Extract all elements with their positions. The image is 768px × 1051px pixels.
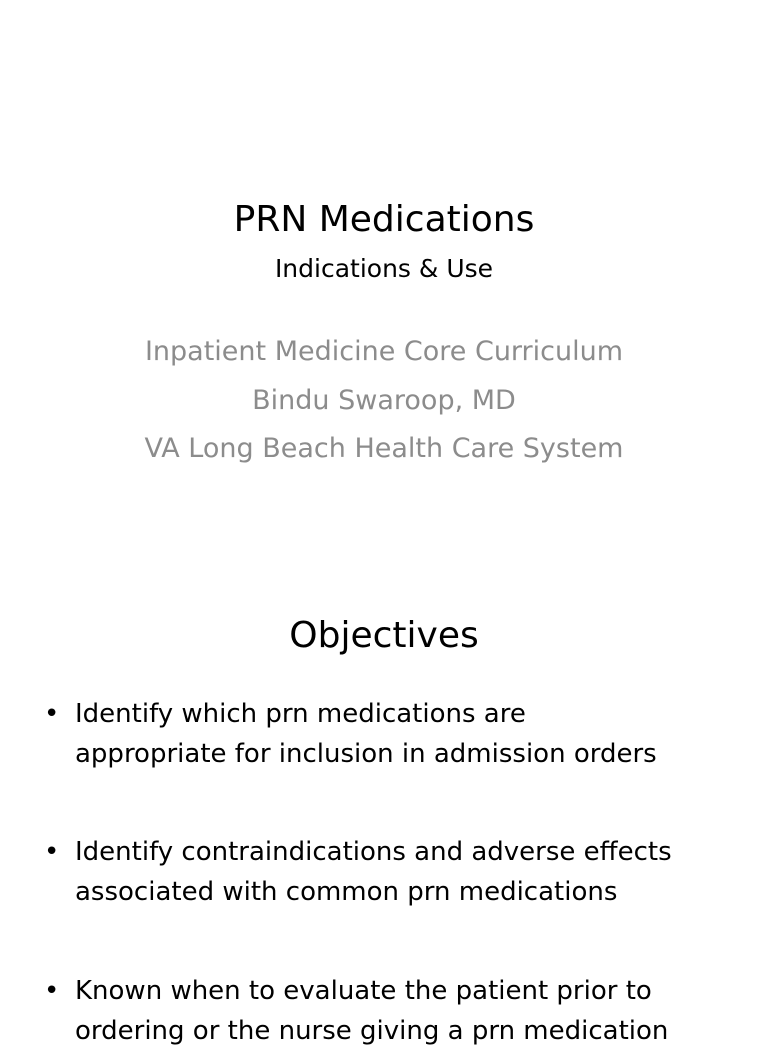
objective-text: [75, 971, 745, 1051]
objective-line: ordering or the nurse giving a prn medication: [75, 1016, 669, 1046]
author-name: Bindu Swaroop, MD: [252, 385, 516, 416]
objective-text: [75, 832, 745, 912]
objective-line: associated with common prn medications: [75, 877, 618, 907]
bullet-icon: •: [44, 837, 60, 867]
slide-subtitle: Indications & Use: [274, 254, 494, 283]
objective-line: Known when to evaluate the patient prior to: [75, 976, 652, 1006]
institution-name: VA Long Beach Health Care System: [144, 433, 624, 464]
objective-line: appropriate for inclusion in admission orders: [75, 739, 657, 769]
objectives-slide: [0, 576, 768, 1046]
bullet-icon: •: [44, 699, 60, 729]
objective-line: Identify which prn medications are: [75, 699, 526, 729]
objective-line: Identify contraindications and adverse effects: [75, 837, 672, 867]
curriculum-name: Inpatient Medicine Core Curriculum: [144, 336, 624, 367]
slide-title: PRN Medications: [233, 199, 535, 240]
bullet-icon: •: [44, 976, 60, 1006]
objective-text: [75, 694, 745, 774]
objectives-title: Objectives: [289, 615, 479, 656]
